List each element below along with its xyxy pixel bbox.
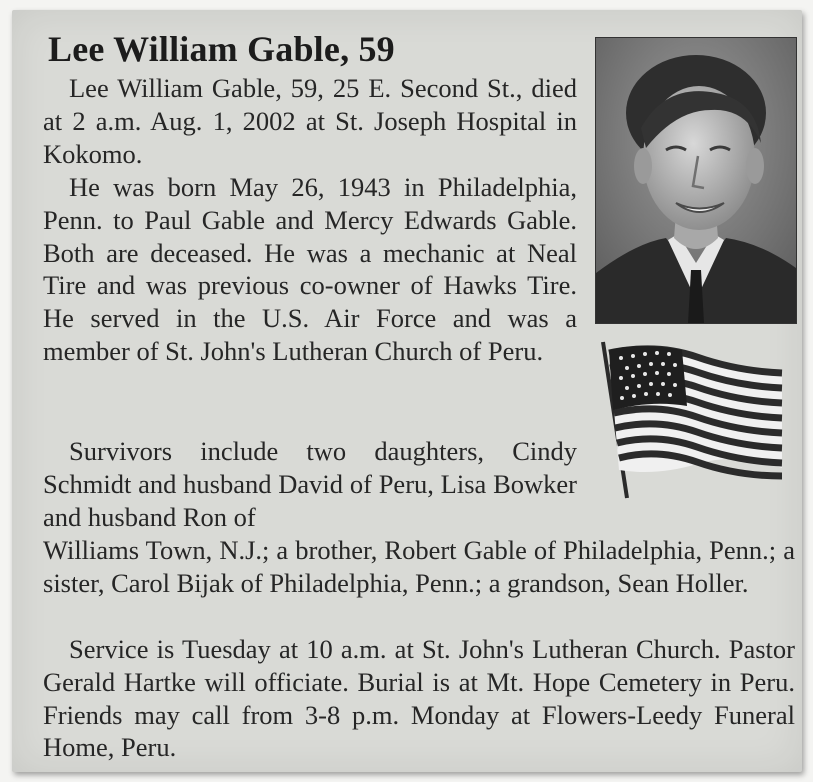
flag-icon	[597, 340, 787, 500]
obituary-paragraph-biography: He was born May 26, 1943 in Philadelphia, Penn. to Paul Gable and Mercy Edwards Gable. Both are deceased. He was a mechanic at Neal Tire and was previous co-owner of Hawks Tire. He served in the U.S. Air Force and was a member of St. John's Lutheran Church of Peru.	[43, 172, 577, 366]
person-portrait-photo	[595, 37, 797, 324]
obituary-paragraph-survivors: Survivors include two daughters, Cindy Schmidt and husband David of Peru, Lisa Bowker and husband Ron of	[43, 436, 577, 532]
portrait-icon	[596, 38, 796, 323]
obituary-paragraph-survivors-continued: Williams Town, N.J.; a brother, Robert Gable of Philadelphia, Penn.; a sister, Carol Bijak of Philadelphia, Penn.; a grandson, Sean Holler.	[43, 535, 795, 598]
newspaper-clipping	[12, 10, 802, 772]
obituary-paragraph-service: Service is Tuesday at 10 a.m. at St. John's Lutheran Church. Pastor Gerald Hartke will officiate. Burial is at Mt. Hope Cemetery in Peru. Friends may call from 3-8 p.m. Monday at Flowers-Leedy Funeral Home, Peru.	[43, 634, 795, 763]
obituary-headline: Lee William Gable, 59	[48, 29, 395, 69]
american-flag-image	[597, 340, 787, 500]
obituary-paragraph-intro: Lee William Gable, 59, 25 E. Second St., died at 2 a.m. Aug. 1, 2002 at St. Joseph Hospital in Kokomo.	[43, 73, 577, 169]
